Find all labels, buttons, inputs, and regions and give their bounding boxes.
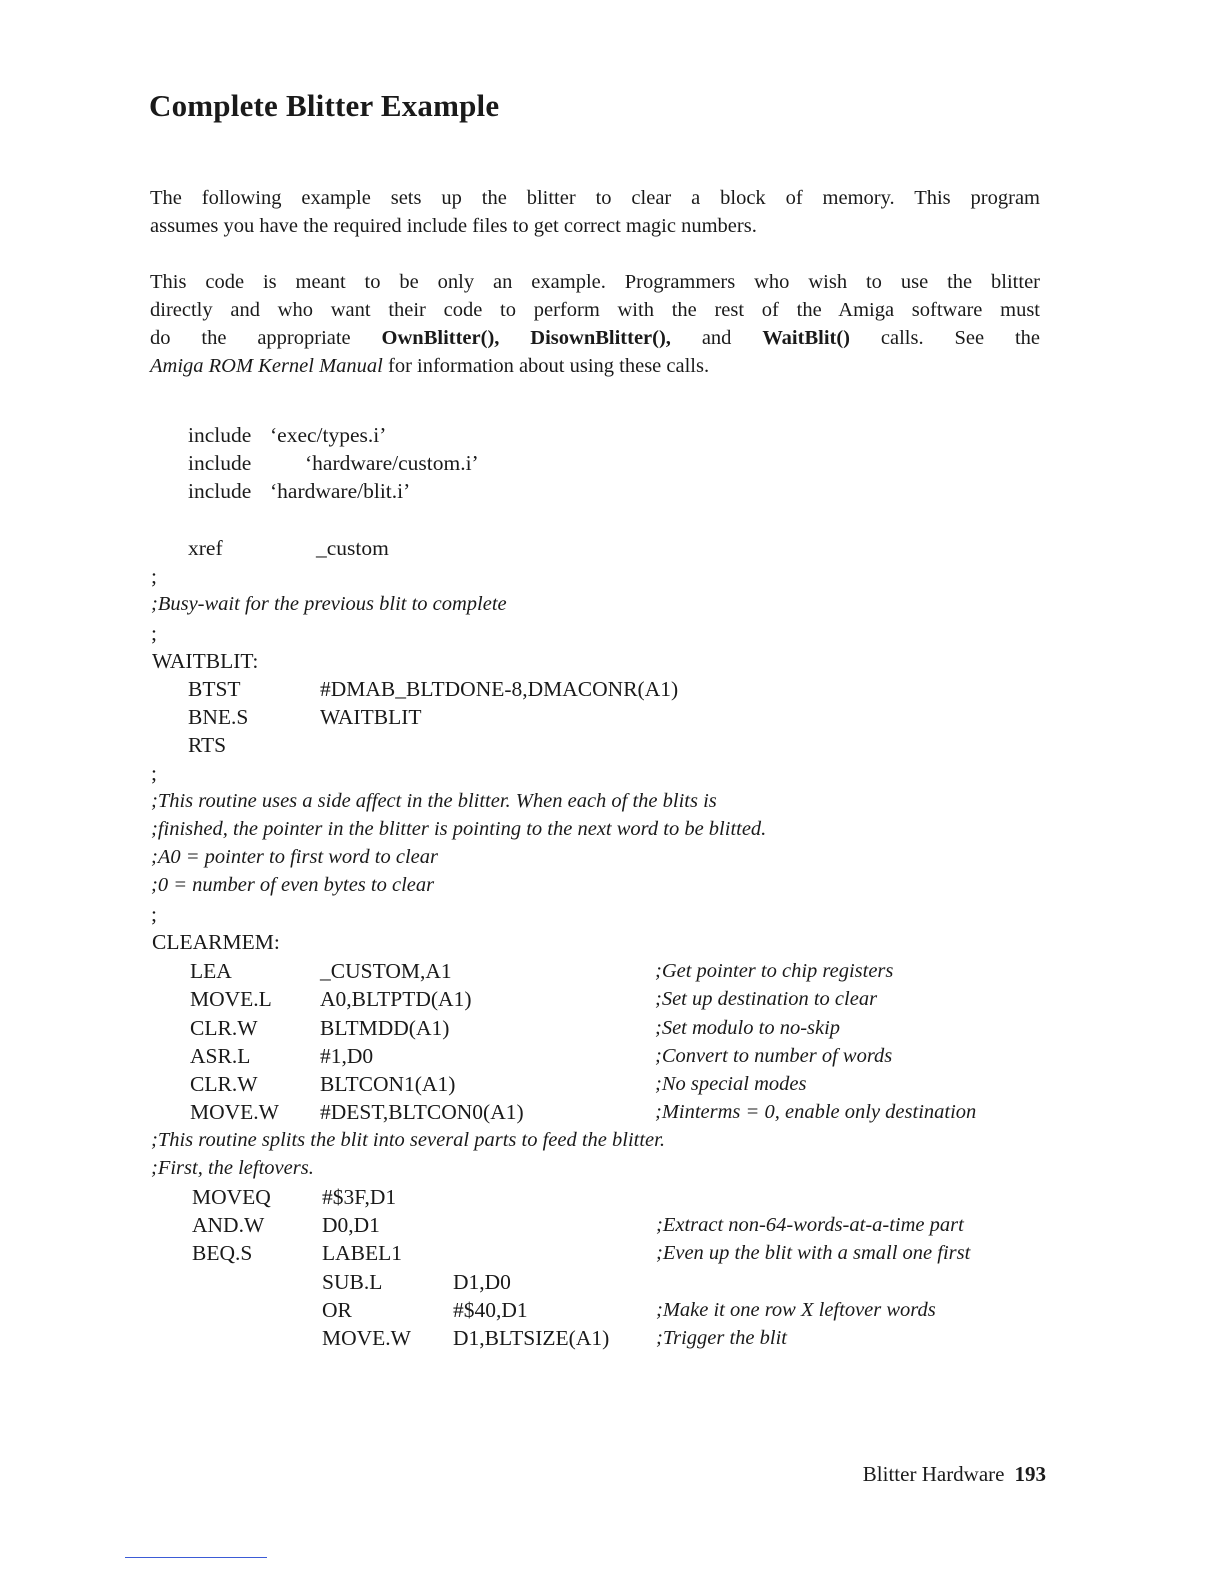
code-arg: #DMAB_BLTDONE-8,DMACONR(A1) (320, 677, 679, 701)
manual-title: Amiga ROM Kernel Manual (150, 355, 383, 377)
code-op: LEA (190, 959, 232, 983)
function-name: WaitBlit() (762, 327, 850, 349)
comment-line: ;This routine uses a side affect in the blitter. When each of the blits is (151, 790, 717, 812)
code-op: OR (322, 1298, 352, 1322)
footer-section: Blitter Hardware (862, 1462, 1005, 1486)
comment-line: ;Busy-wait for the previous blit to complete (151, 593, 507, 615)
include-arg: ‘hardware/custom.i’ (305, 451, 479, 475)
code-arg: _CUSTOM,A1 (320, 959, 452, 983)
code-op: CLR.W (190, 1016, 258, 1040)
comment-line: ; (151, 761, 157, 785)
code-arg: LABEL1 (322, 1241, 403, 1265)
code-comment: ;Trigger the blit (656, 1327, 787, 1349)
code-op: RTS (188, 733, 227, 757)
text-line (150, 352, 1040, 380)
code-comment: ;Make it one row X leftover words (656, 1299, 936, 1321)
include-op: include (188, 451, 252, 475)
code-arg: D1,D0 (453, 1270, 511, 1294)
divider (125, 1557, 267, 1558)
code-arg: #1,D0 (320, 1044, 374, 1068)
function-name: DisownBlitter(), (530, 327, 671, 349)
code-comment: ;Set modulo to no-skip (655, 1017, 841, 1039)
code-op: MOVEQ (192, 1185, 271, 1209)
code-arg: D1,BLTSIZE(A1) (453, 1326, 610, 1350)
code-arg: #$40,D1 (453, 1298, 528, 1322)
code-comment: ;Get pointer to chip registers (655, 960, 894, 982)
page-title: Complete Blitter Example (149, 88, 500, 123)
code-label: WAITBLIT: (152, 649, 259, 673)
text-line: The following example sets up the blitter to clear a block of memory. This program (150, 187, 1040, 209)
code-arg: BLTMDD(A1) (320, 1016, 450, 1040)
code-comment: ;Convert to number of words (655, 1045, 893, 1067)
comment-line: ; (151, 902, 157, 926)
text-fragment (499, 327, 530, 349)
text-line: This code is meant to be only an example. Programmers who wish to use the blitter (150, 271, 1040, 293)
text-fragment: calls. See the (850, 327, 1040, 349)
code-arg: BLTCON1(A1) (320, 1072, 456, 1096)
page-footer (863, 1462, 1046, 1487)
code-op: BTST (188, 677, 241, 701)
code-op: BNE.S (188, 705, 249, 729)
code-comment: ;Even up the blit with a small one first (656, 1242, 971, 1264)
text-line: directly and who want their code to perform with the rest of the Amiga software must (150, 299, 1040, 321)
code-arg: #$3F,D1 (322, 1185, 397, 1209)
code-arg: D0,D1 (322, 1213, 380, 1237)
function-name: OwnBlitter(), (381, 327, 500, 349)
text-fragment: for information about using these calls. (382, 355, 710, 377)
comment-line: ;First, the leftovers. (151, 1157, 314, 1179)
comment-line: ;A0 = pointer to first word to clear (151, 846, 438, 868)
include-op: include (188, 479, 252, 503)
code-op: MOVE.W (190, 1100, 279, 1124)
code-op: BEQ.S (192, 1241, 253, 1265)
code-arg: A0,BLTPTD(A1) (320, 987, 472, 1011)
code-op: CLR.W (190, 1072, 258, 1096)
code-comment: ;Extract non-64-words-at-a-time part (656, 1214, 964, 1236)
code-op: ASR.L (190, 1044, 251, 1068)
include-op: include (188, 423, 252, 447)
code-arg: WAITBLIT (320, 705, 422, 729)
code-comment: ;No special modes (655, 1073, 807, 1095)
text-fragment: do the appropriate (150, 327, 382, 349)
text-line: assumes you have the required include files to get correct magic numbers. (150, 215, 757, 237)
code-op: SUB.L (322, 1270, 383, 1294)
intro-paragraph-1 (150, 184, 1040, 240)
text-line (150, 324, 1040, 352)
code-arg: #DEST,BLTCON0(A1) (320, 1100, 524, 1124)
xref-arg: _custom (316, 536, 389, 560)
code-op: MOVE.W (322, 1326, 411, 1350)
code-comment: ;Minterms = 0, enable only destination (655, 1101, 977, 1123)
intro-paragraph-2 (150, 268, 1040, 380)
code-op: AND.W (192, 1213, 265, 1237)
comment-line: ;This routine splits the blit into several parts to feed the blitter. (151, 1129, 665, 1151)
comment-line: ;0 = number of even bytes to clear (151, 874, 435, 896)
code-comment: ;Set up destination to clear (655, 988, 878, 1010)
comment-line: ; (151, 564, 157, 588)
xref-op: xref (188, 536, 223, 560)
code-label: CLEARMEM: (152, 930, 280, 954)
comment-line: ;finished, the pointer in the blitter is pointing to the next word to be blitted. (151, 818, 767, 840)
text-fragment: and (670, 327, 763, 349)
code-op: MOVE.L (190, 987, 272, 1011)
include-arg: ‘hardware/blit.i’ (270, 479, 411, 503)
comment-line: ; (151, 621, 157, 645)
page-number: 193 (1014, 1462, 1046, 1486)
include-arg: ‘exec/types.i’ (270, 423, 387, 447)
